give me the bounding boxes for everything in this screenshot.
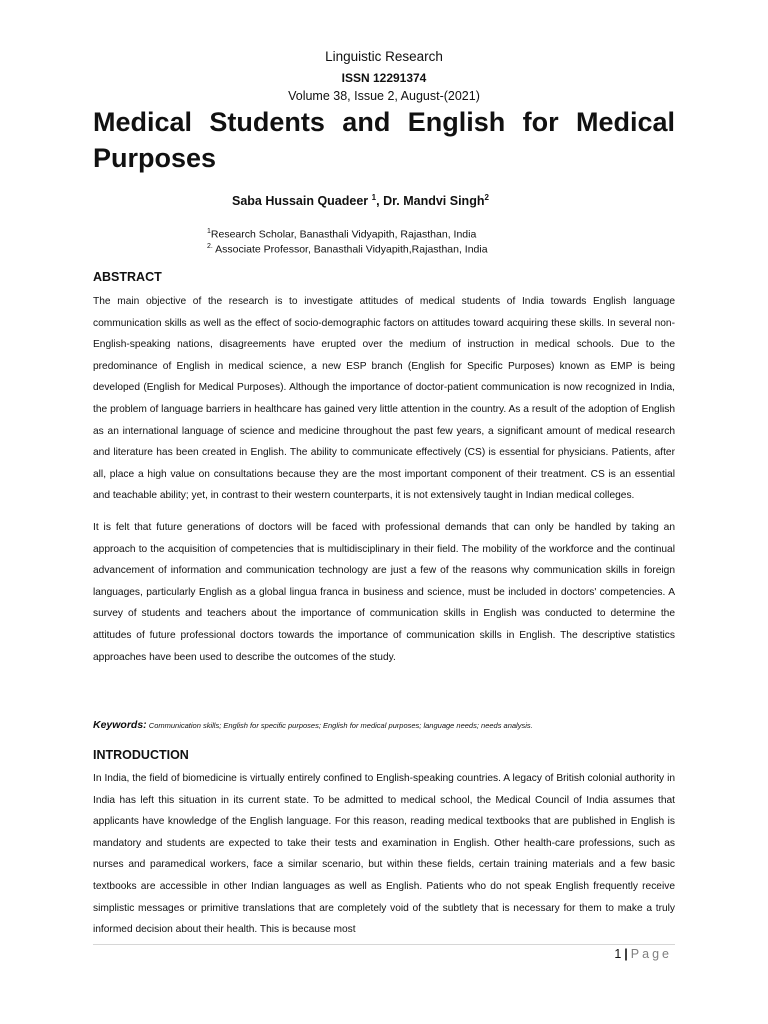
keywords	[93, 718, 675, 733]
page-separator: |	[624, 947, 628, 961]
abstract-paragraph-1: The main objective of the research is to investigate attitudes of medical students of India towards English language communication skills as well as the effect of socio-demographic factors on attitudes toward acquiring these skills. In several non-English-speaking nations, disagreements have erupted over the medium of instruction in medical schools. Due to the predominance of English in medical science, a new ESP branch (English for Specific Purposes) known as EMP is being developed (English for Medical Purposes). Although the importance of doctor-patient communication is now recognized in India, the problem of language barriers in healthcare has gained very little attention in the country. As a result of the adoption of English as an international language of science and medicine throughout the past few years, a significant amount of medical research and literature has been created in English. The ability to communicate effectively (CS) is essential for physicians. Patients, after all, place a high value on consultations because they are the most important component of their treatment. CS is an essential and teachable ability; yet, in contrast to their western counterparts, it is not extensively taught in Indian medical colleges.	[93, 296, 675, 502]
abstract-paragraph-2: It is felt that future generations of doctors will be faced with professional demands that can only be handled by taking an approach to the acquisition of competencies that is multidisciplinary in their field. The mobility of the workforce and the continual advancement of information and communication technology are just a few of the reasons why communication skills in foreign languages, particularly English as a global lingua franca in business and science, must be included in doctors' competencies. A survey of students and teachers about the importance of communication skills in English was conducted to determine the attitudes of future professional doctors towards the importance of communication skills in English. The descriptive statistics approaches have been used to describe the outcomes of the study.	[93, 522, 675, 663]
affiliation-2-text: Associate Professor, Banasthali Vidyapith,Rajasthan, India	[212, 243, 488, 256]
introduction-heading: INTRODUCTION	[93, 748, 189, 762]
footer-divider	[93, 944, 675, 945]
author-line	[232, 193, 489, 208]
paper-title: Medical Students and English for Medical Purposes	[93, 107, 675, 173]
page-number: 1	[614, 947, 622, 961]
issn: ISSN 12291374	[341, 71, 427, 85]
affiliation-2	[207, 240, 488, 257]
affiliation-2-marker: 2.	[207, 243, 213, 250]
introduction-paragraph: In India, the field of biomedicine is virtually entirely confined to English-speaking countries. A legacy of British colonial authority in India has left this situation in its current state. To be admitted to medical school, the Medical Council of India assumes that applicants have knowledge of the English language. For this reason, reading medical textbooks that are published in English is mandatory and students are expected to take their tests and examination in English. Other health-care professions, such as nurses and paramedical workers, face a similar scenario, but within these fields, certain training materials and a few basic textbooks are accessible in other Indian languages as well as English. Patients who do not speak English frequently receive simplistic messages or primitive translations that are completely void of the subtlety that is necessary for them to make a truly informed decision about their health. This is because most	[93, 773, 675, 936]
keywords-label: Keywords:	[93, 719, 147, 731]
author-separator: ,	[376, 194, 384, 209]
abstract-heading: ABSTRACT	[93, 270, 162, 284]
affiliation-1-text: Research Scholar, Banasthali Vidyapith, Rajasthan, India	[210, 228, 477, 241]
volume-info: Volume 38, Issue 2, August-(2021)	[288, 89, 480, 103]
page-footer	[614, 947, 672, 961]
journal-name: Linguistic Research	[325, 49, 443, 64]
keywords-text: Communication skills; English for specific purposes; English for medical purposes; language needs; needs analysis.	[146, 721, 533, 730]
author-1: Saba Hussain Quadeer	[232, 194, 369, 209]
author-2: Dr. Mandvi Singh	[383, 194, 485, 209]
author-2-marker: 2	[484, 193, 489, 202]
affiliation-1-marker: 1	[207, 228, 211, 235]
page-label: Page	[630, 947, 672, 961]
author-1-marker: 1	[371, 193, 377, 202]
